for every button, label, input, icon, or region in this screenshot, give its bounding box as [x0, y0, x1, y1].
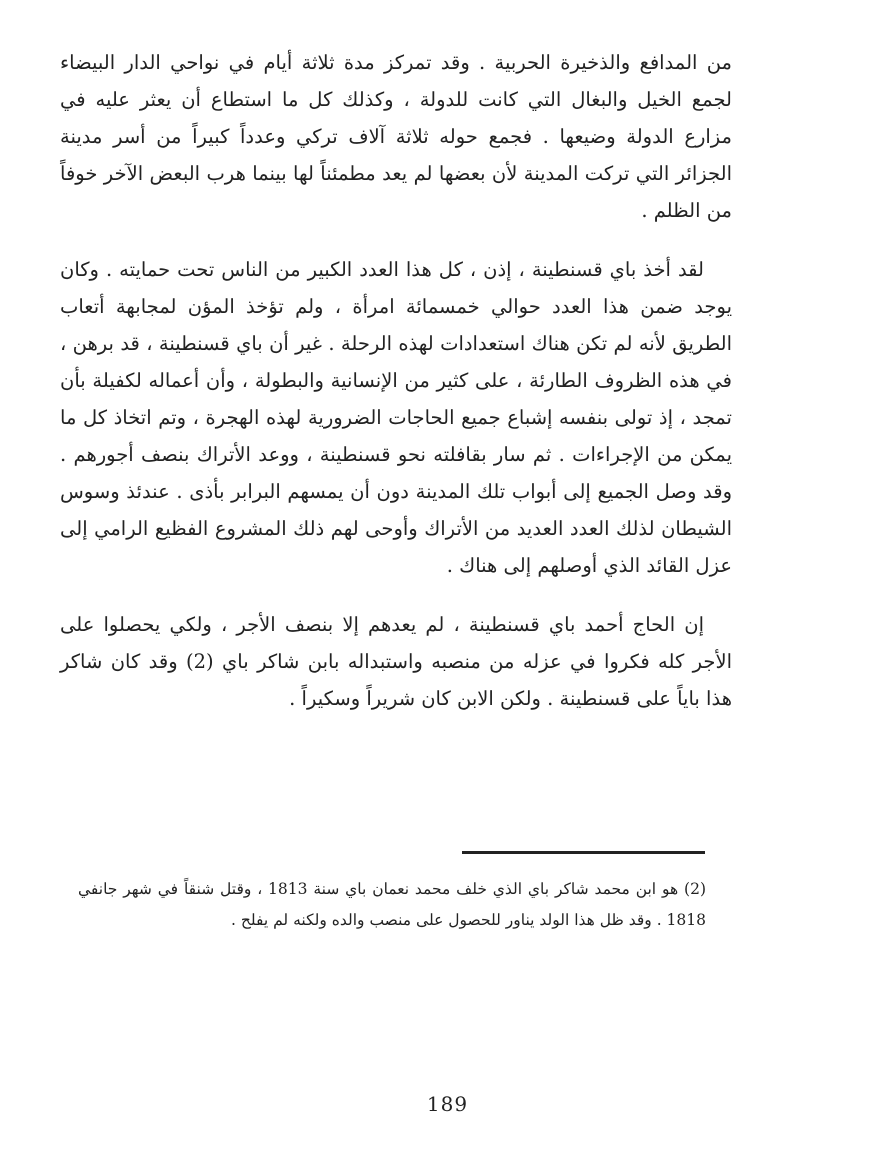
footnote: (2) هو ابن محمد شاكر باي الذي خلف محمد نعمان باي سنة 1813 ، وقتل شنقاً في شهر جانفي 1818 . وقد ظل هذا الولد يناور للحصول على منصب والده ولكنه لم يفلح .: [78, 880, 706, 929]
paragraph-2: لقد أخذ باي قسنطينة ، إذن ، كل هذا العدد الكبير من الناس تحت حمايته . وكان يوجد ضمن هذا العدد حوالي خمسمائة امرأة ، ولم تؤخذ المؤن لمجابهة أتعاب الطريق لأنه لم تكن هناك استعدادات لهذه الرحلة . غير أن باي قسنطينة ، قد برهن ، في هذه الظروف الطارئة ، على كثير من الإنسانية والبطولة ، وأن أعماله لكفيلة بأن تمجد ، إذ تولى بنفسه إشباع جميع الحاجات الضرورية لهذه الهجرة ، وتم اتخاذ كل ما يمكن من الإجراءات . ثم سار بقافلته نحو قسنطينة ، ووعد الأتراك بنصف أجورهم . وقد وصل الجميع إلى أبواب تلك المدينة دون أن يمسهم البرابر بأذى . عندئذ وسوس الشيطان لذلك العدد العديد من الأتراك وأوحى لهم ذلك المشروع الفظيع الرامي إلى عزل القائد الذي أوصلهم إلى هناك .: [60, 258, 732, 577]
main-text: [60, 44, 732, 739]
page-number: 189: [426, 1092, 469, 1116]
paragraph-3: إن الحاج أحمد باي قسنطينة ، لم يعدهم إلا بنصف الأجر ، ولكي يحصلوا على الأجر كله فكروا في عزله من منصبه واستبداله بابن شاكر باي (2) وقد كان شاكر هذا باياً على قسنطينة . ولكن الابن كان شريراً وسكيراً .: [60, 613, 732, 710]
paragraph-1: من المدافع والذخيرة الحربية . وقد تمركز مدة ثلاثة أيام في نواحي الدار البيضاء لجمع الخيل والبغال التي كانت للدولة ، وكذلك كل ما استطاع أن يعثر عليه في مزارع الدولة وضيعها . فجمع حوله ثلاثة آلاف تركي وعدداً كبيراً من أسر مدينة الجزائر التي تركت المدينة لأن بعضها لم يعد مطمئناً لها بينما هرب البعض الآخر خوفاً من الظلم .: [60, 51, 732, 222]
footnote-separator: [462, 851, 705, 854]
